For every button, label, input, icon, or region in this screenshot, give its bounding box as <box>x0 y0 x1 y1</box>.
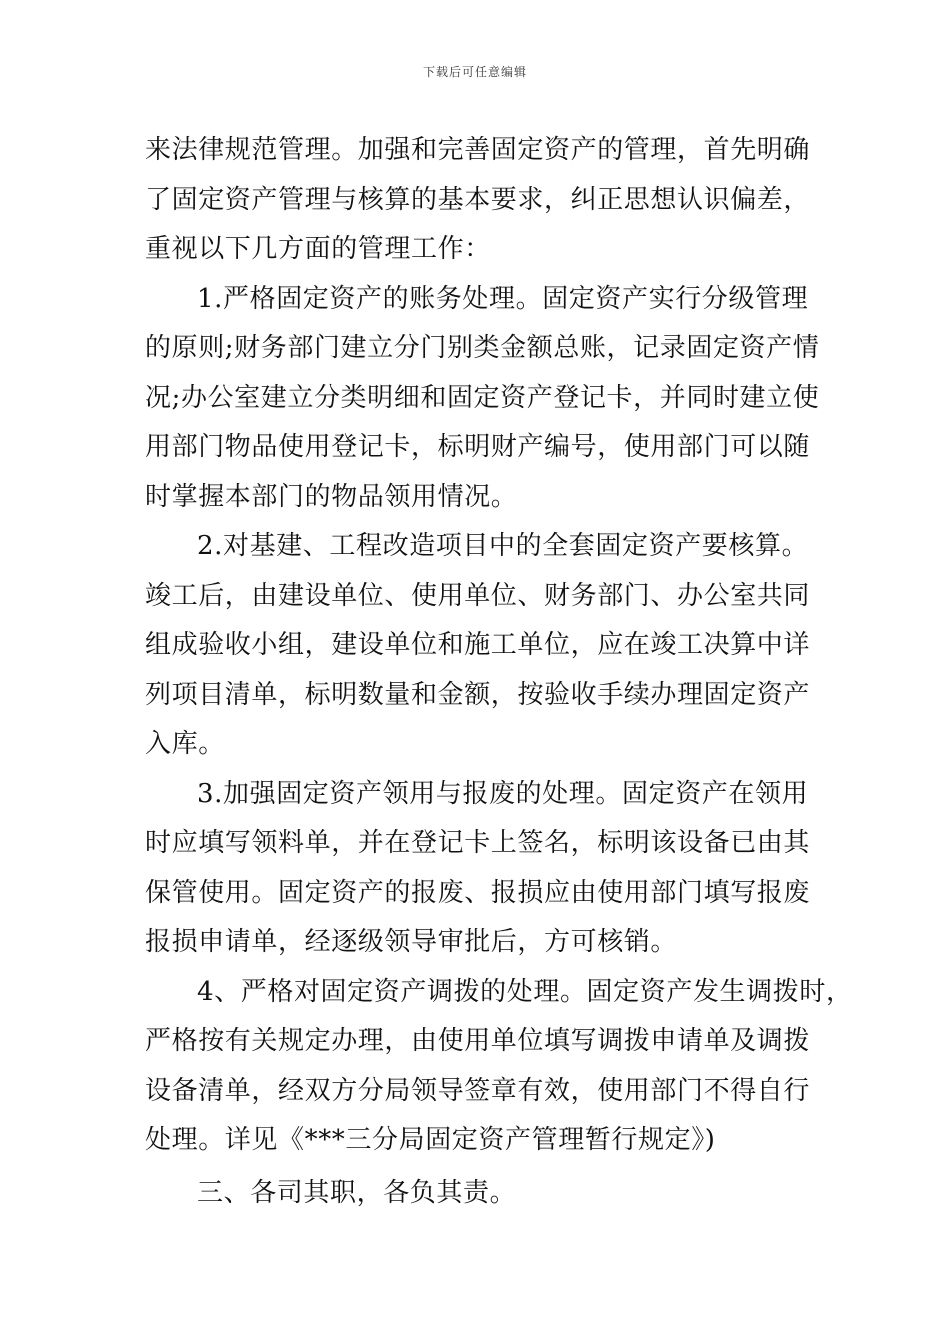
text-line: 组成验收小组，建设单位和施工单位，应在竣工决算中详 <box>145 630 811 660</box>
text-line: 保管使用。固定资产的报废、报损应由使用部门填写报废 <box>145 877 811 908</box>
body-text <box>145 126 853 1218</box>
text-line: 报损申请单，经逐级领导审批后，方可核销。 <box>145 927 678 957</box>
text-line: 来法律规范管理。加强和完善固定资产的管理，首先明确 <box>145 135 811 165</box>
text-line: 重视以下几方面的管理工作： <box>145 234 491 264</box>
text-line: 时掌握本部门的物品领用情况。 <box>145 481 518 512</box>
paragraph-start-line: 4、严格对固定资产调拨的处理。固定资产发生调拨时， <box>197 976 853 1007</box>
text-line: 用部门物品使用登记卡，标明财产编号，使用部门可以随 <box>145 432 811 462</box>
text-line: 严格按有关规定办理，由使用单位填写调拨申请单及调拨 <box>145 1026 811 1056</box>
paragraph-start-line: 3.加强固定资产领用与报废的处理。固定资产在领用 <box>197 778 809 809</box>
text-line: 况;办公室建立分类明细和固定资产登记卡，并同时建立使 <box>145 382 820 413</box>
paragraph-start-line: 1.严格固定资产的账务处理。固定资产实行分级管理 <box>197 283 809 314</box>
text-line: 的原则;财务部门建立分门别类金额总账，记录固定资产情 <box>145 333 820 363</box>
text-line: 入库。 <box>145 729 225 759</box>
text-line: 设备清单，经双方分局领导签章有效，使用部门不得自行 <box>145 1075 811 1106</box>
text-line: 处理。详见《***三分局固定资产管理暂行规定》) <box>145 1125 716 1155</box>
page-header: 下载后可任意编辑 <box>422 65 527 79</box>
text-line: 列项目清单，标明数量和金额，按验收手续办理固定资产 <box>145 679 811 710</box>
paragraph-start-line: 2.对基建、工程改造项目中的全套固定资产要核算。 <box>197 531 809 561</box>
text-line: 了固定资产管理与核算的基本要求，纠正思想认识偏差， <box>145 184 811 215</box>
text-line: 竣工后，由建设单位、使用单位、财务部门、办公室共同 <box>145 580 811 611</box>
section-heading: 三、各司其职，各负其责。 <box>197 1177 517 1208</box>
text-line: 时应填写领料单，并在登记卡上签名，标明该设备已由其 <box>145 828 811 858</box>
